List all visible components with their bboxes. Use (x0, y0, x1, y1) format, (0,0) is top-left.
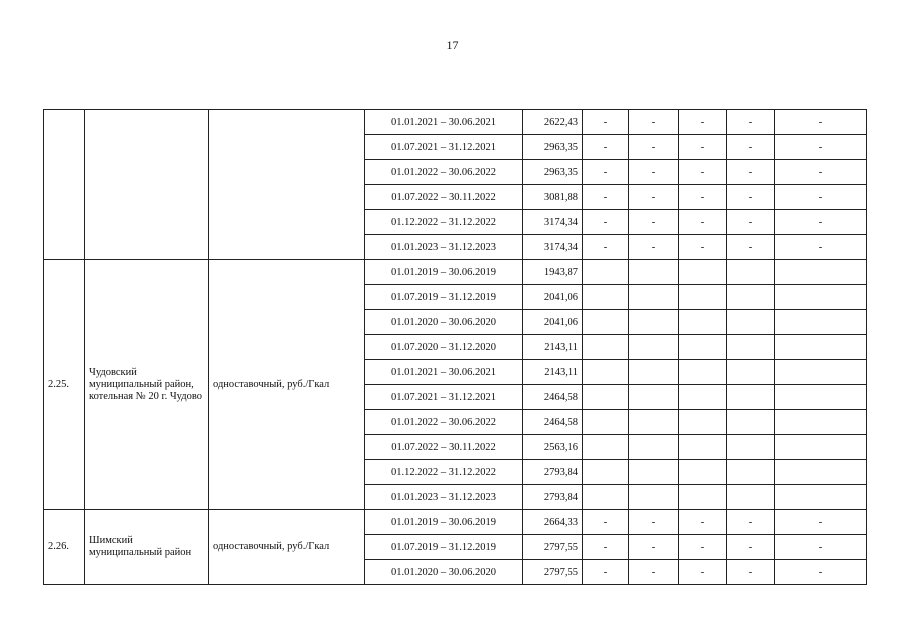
entity-name (85, 110, 209, 260)
period-cell: 01.07.2020 – 31.12.2020 (365, 335, 523, 360)
extra-value-cell (727, 335, 775, 360)
extra-value-cell (727, 285, 775, 310)
extra-value-cell (679, 385, 727, 410)
period-cell: 01.07.2019 – 31.12.2019 (365, 535, 523, 560)
tariff-type: одноставочный, руб./Гкал (209, 260, 365, 510)
tariff-value-cell: 2143,11 (523, 335, 583, 360)
extra-value-cell (679, 360, 727, 385)
extra-value-cell (629, 410, 679, 435)
tariff-value-cell: 2464,58 (523, 385, 583, 410)
period-cell: 01.07.2021 – 31.12.2021 (365, 385, 523, 410)
period-cell: 01.07.2022 – 30.11.2022 (365, 435, 523, 460)
extra-value-cell (583, 285, 629, 310)
extra-value-cell (583, 310, 629, 335)
tariff-value-cell: 1943,87 (523, 260, 583, 285)
extra-value-cell: - (583, 210, 629, 235)
extra-value-cell (583, 260, 629, 285)
extra-value-cell: - (727, 160, 775, 185)
period-cell: 01.07.2021 – 31.12.2021 (365, 135, 523, 160)
tariff-type: одноставочный, руб./Гкал (209, 510, 365, 585)
row-number: 2.26. (44, 510, 85, 585)
row-number (44, 110, 85, 260)
extra-value-cell (629, 385, 679, 410)
extra-value-cell: - (727, 235, 775, 260)
tariff-value-cell: 3081,88 (523, 185, 583, 210)
tariff-value-cell: 2563,16 (523, 435, 583, 460)
extra-value-cell (775, 335, 867, 360)
tariff-value-cell: 3174,34 (523, 235, 583, 260)
period-cell: 01.01.2020 – 30.06.2020 (365, 560, 523, 585)
extra-value-cell: - (583, 510, 629, 535)
extra-value-cell: - (629, 535, 679, 560)
entity-name: Шимский муниципальный район (85, 510, 209, 585)
period-cell: 01.01.2023 – 31.12.2023 (365, 485, 523, 510)
extra-value-cell (583, 335, 629, 360)
extra-value-cell: - (727, 110, 775, 135)
extra-value-cell (679, 460, 727, 485)
extra-value-cell: - (583, 235, 629, 260)
extra-value-cell: - (679, 560, 727, 585)
extra-value-cell: - (775, 210, 867, 235)
extra-value-cell: - (775, 535, 867, 560)
extra-value-cell (775, 260, 867, 285)
extra-value-cell: - (775, 560, 867, 585)
extra-value-cell: - (583, 535, 629, 560)
extra-value-cell: - (679, 160, 727, 185)
extra-value-cell (629, 285, 679, 310)
table-body (44, 110, 867, 585)
extra-value-cell (583, 485, 629, 510)
extra-value-cell (629, 485, 679, 510)
tariff-value-cell: 2797,55 (523, 560, 583, 585)
extra-value-cell: - (583, 135, 629, 160)
extra-value-cell (629, 435, 679, 460)
page-number: 17 (446, 38, 459, 52)
tariff-value-cell: 2963,35 (523, 160, 583, 185)
period-cell: 01.01.2021 – 30.06.2021 (365, 360, 523, 385)
tariff-value-cell: 2793,84 (523, 460, 583, 485)
tariff-value-cell: 2041,06 (523, 285, 583, 310)
extra-value-cell: - (583, 560, 629, 585)
extra-value-cell (583, 410, 629, 435)
extra-value-cell: - (629, 210, 679, 235)
extra-value-cell (775, 285, 867, 310)
extra-value-cell: - (727, 135, 775, 160)
extra-value-cell: - (629, 135, 679, 160)
extra-value-cell (727, 260, 775, 285)
tariff-value-cell: 2143,11 (523, 360, 583, 385)
tariff-value-cell: 3174,34 (523, 210, 583, 235)
tariff-value-cell: 2622,43 (523, 110, 583, 135)
extra-value-cell (727, 435, 775, 460)
extra-value-cell (679, 310, 727, 335)
table-row (44, 260, 867, 285)
extra-value-cell: - (727, 510, 775, 535)
extra-value-cell (775, 485, 867, 510)
period-cell: 01.01.2019 – 30.06.2019 (365, 260, 523, 285)
extra-value-cell (679, 335, 727, 360)
period-cell: 01.01.2022 – 30.06.2022 (365, 160, 523, 185)
extra-value-cell (775, 385, 867, 410)
extra-value-cell: - (629, 110, 679, 135)
tariff-value-cell: 2797,55 (523, 535, 583, 560)
tariff-value-cell: 2464,58 (523, 410, 583, 435)
period-cell: 01.01.2019 – 30.06.2019 (365, 510, 523, 535)
extra-value-cell (775, 410, 867, 435)
row-number: 2.25. (44, 260, 85, 510)
extra-value-cell: - (727, 185, 775, 210)
extra-value-cell: - (679, 135, 727, 160)
extra-value-cell (727, 385, 775, 410)
extra-value-cell: - (629, 235, 679, 260)
tariff-value-cell: 2664,33 (523, 510, 583, 535)
extra-value-cell: - (775, 185, 867, 210)
extra-value-cell: - (775, 510, 867, 535)
period-cell: 01.01.2023 – 31.12.2023 (365, 235, 523, 260)
extra-value-cell: - (679, 235, 727, 260)
extra-value-cell (679, 285, 727, 310)
extra-value-cell (679, 485, 727, 510)
extra-value-cell (679, 435, 727, 460)
tariff-value-cell: 2793,84 (523, 485, 583, 510)
extra-value-cell (775, 435, 867, 460)
extra-value-cell (629, 360, 679, 385)
table-row (44, 510, 867, 535)
extra-value-cell: - (775, 135, 867, 160)
extra-value-cell: - (679, 510, 727, 535)
extra-value-cell (679, 260, 727, 285)
extra-value-cell: - (775, 235, 867, 260)
extra-value-cell: - (629, 560, 679, 585)
entity-name: Чудовский муниципальный район, котельная № 20 г. Чудово (85, 260, 209, 510)
extra-value-cell: - (727, 560, 775, 585)
extra-value-cell (727, 410, 775, 435)
extra-value-cell (629, 260, 679, 285)
extra-value-cell: - (775, 160, 867, 185)
extra-value-cell: - (679, 185, 727, 210)
extra-value-cell: - (583, 160, 629, 185)
period-cell: 01.12.2022 – 31.12.2022 (365, 210, 523, 235)
extra-value-cell (629, 310, 679, 335)
extra-value-cell: - (679, 210, 727, 235)
extra-value-cell: - (775, 110, 867, 135)
period-cell: 01.07.2022 – 30.11.2022 (365, 185, 523, 210)
extra-value-cell: - (629, 510, 679, 535)
extra-value-cell (679, 410, 727, 435)
extra-value-cell: - (629, 185, 679, 210)
extra-value-cell: - (629, 160, 679, 185)
extra-value-cell (727, 310, 775, 335)
period-cell: 01.01.2021 – 30.06.2021 (365, 110, 523, 135)
period-cell: 01.01.2020 – 30.06.2020 (365, 310, 523, 335)
extra-value-cell (629, 335, 679, 360)
tariff-type (209, 110, 365, 260)
extra-value-cell (583, 460, 629, 485)
table-row (44, 110, 867, 135)
extra-value-cell (583, 385, 629, 410)
extra-value-cell (775, 360, 867, 385)
extra-value-cell: - (679, 110, 727, 135)
extra-value-cell: - (679, 535, 727, 560)
period-cell: 01.12.2022 – 31.12.2022 (365, 460, 523, 485)
extra-value-cell (583, 360, 629, 385)
extra-value-cell (775, 460, 867, 485)
extra-value-cell: - (583, 110, 629, 135)
extra-value-cell: - (727, 210, 775, 235)
extra-value-cell (727, 485, 775, 510)
tariff-value-cell: 2041,06 (523, 310, 583, 335)
tariff-table (43, 109, 867, 585)
period-cell: 01.01.2022 – 30.06.2022 (365, 410, 523, 435)
extra-value-cell (629, 460, 679, 485)
period-cell: 01.07.2019 – 31.12.2019 (365, 285, 523, 310)
tariff-value-cell: 2963,35 (523, 135, 583, 160)
extra-value-cell (775, 310, 867, 335)
extra-value-cell (727, 360, 775, 385)
extra-value-cell: - (727, 535, 775, 560)
extra-value-cell (583, 435, 629, 460)
extra-value-cell: - (583, 185, 629, 210)
extra-value-cell (727, 460, 775, 485)
